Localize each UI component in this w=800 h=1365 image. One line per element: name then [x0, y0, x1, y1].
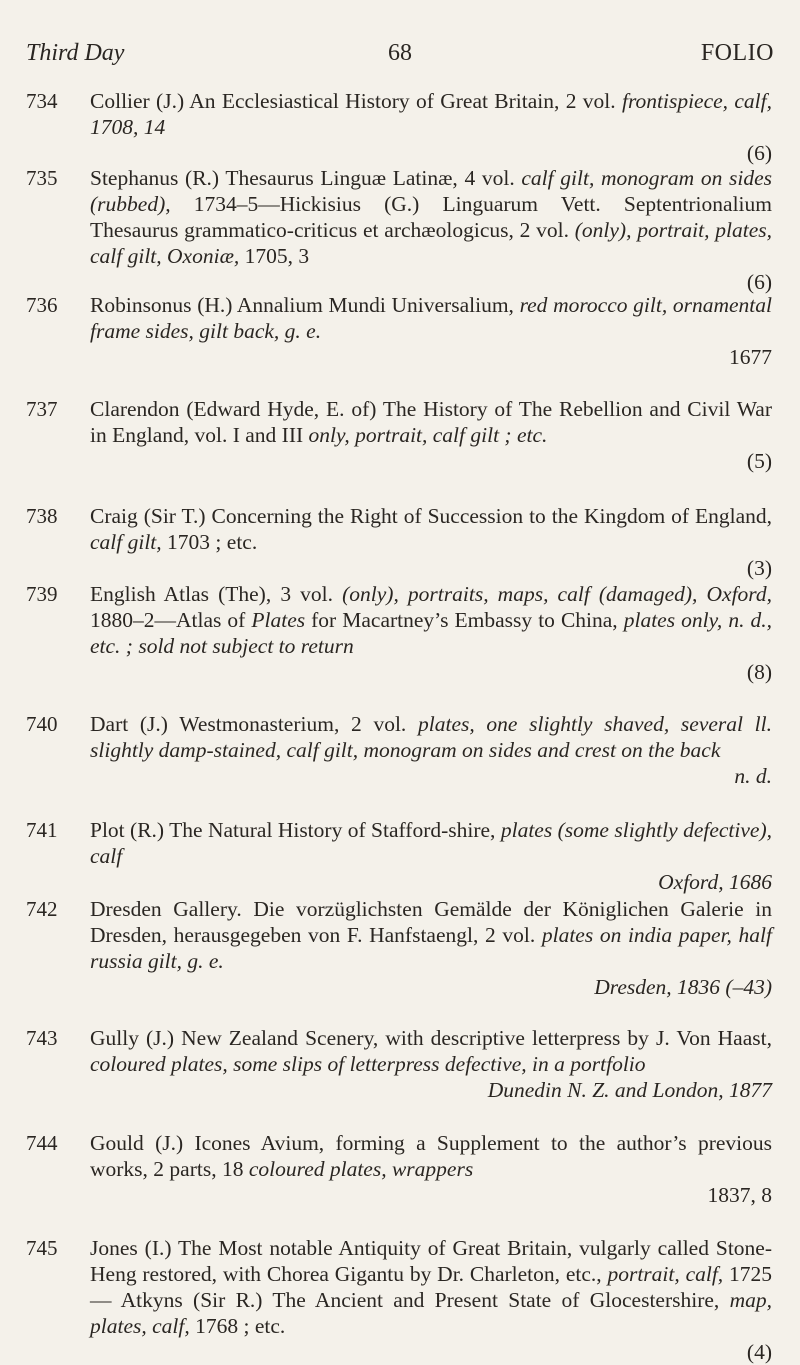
header-section: FOLIO — [700, 40, 774, 66]
lot-description — [90, 88, 772, 166]
catalogue-lot — [26, 1025, 772, 1103]
lot-number: 745 — [26, 1236, 58, 1260]
lot-number: 743 — [26, 1026, 58, 1050]
lot-number: 742 — [26, 897, 58, 921]
lot-price-or-date: (6) — [746, 270, 772, 294]
lot-text: 1768 ; etc. — [195, 1314, 286, 1338]
lot-description — [90, 503, 772, 581]
lot-text: 1734–5—Hickisius (G.) Linguarum Vett. Septentrionalium Thesaurus grammatico-criticus et archæologicus, 2 vol. — [90, 192, 772, 242]
lot-text: 1705, 3 — [244, 244, 310, 268]
lot-italic-text: map, plates, calf, — [90, 1288, 772, 1338]
lot-description — [90, 896, 772, 1000]
lot-text: Clarendon (Edward Hyde, E. of) The History of The Rebellion and Civil War in England, vol. I and III — [90, 397, 772, 447]
lot-price-or-date: (4) — [746, 1340, 772, 1364]
lot-number: 737 — [26, 397, 58, 421]
catalogue-lot — [26, 292, 772, 370]
lot-number: 738 — [26, 504, 58, 528]
lot-description — [90, 292, 772, 370]
lot-price-or-date: (8) — [746, 660, 772, 684]
lot-italic-text: coloured plates, wrappers — [248, 1157, 474, 1181]
lot-price-or-date: 1837, 8 — [707, 1183, 772, 1207]
lot-italic-text: (only), portrait, plates, calf gilt, Oxoniæ, — [90, 218, 772, 268]
lot-text: 1703 ; etc. — [167, 530, 258, 554]
lot-description — [90, 165, 772, 295]
catalogue-lot — [26, 165, 772, 295]
lot-number: 739 — [26, 582, 58, 606]
lot-text: Dresden Gallery. Die vorzüglichsten Gemälde der Königlichen Galerie in Dresden, herausgegeben von F. Hanfstaengl, 2 vol. — [90, 897, 772, 947]
lot-text: Collier (J.) An Ecclesiastical History of Great Britain, 2 vol. — [90, 89, 622, 113]
lot-number: 740 — [26, 712, 58, 736]
lot-description — [90, 1025, 772, 1103]
catalogue-lot — [26, 503, 772, 581]
lot-italic-text: only, portrait, calf gilt ; etc. — [308, 423, 548, 447]
lot-description — [90, 396, 772, 474]
lot-price-or-date: Oxford, 1686 — [658, 870, 772, 894]
lot-italic-text: calf gilt, monogram on sides (rubbed), — [90, 166, 772, 216]
lot-italic-text: frontispiece, calf, 1708, 14 — [90, 89, 772, 139]
lot-italic-text: portrait, calf, — [607, 1262, 729, 1286]
catalogue-lot — [26, 396, 772, 474]
lot-italic-text: plates only, n. d., etc. ; sold not subject to return — [90, 608, 772, 658]
lot-text: Craig (Sir T.) Concerning the Right of Succession to the Kingdom of England, — [90, 504, 772, 528]
lot-italic-text: plates on india paper, half russia gilt, g. e. — [90, 923, 772, 973]
catalogue-lot — [26, 896, 772, 1000]
lot-number: 734 — [26, 89, 58, 113]
lot-italic-text: coloured plates, some slips of letterpress defective, in a portfolio — [90, 1052, 646, 1076]
lot-price-or-date: 1677 — [729, 345, 772, 369]
header-day: Third Day — [26, 40, 125, 66]
lot-number: 735 — [26, 166, 58, 190]
catalogue-lot — [26, 1130, 772, 1208]
lot-description — [90, 1130, 772, 1208]
catalogue-lot — [26, 711, 772, 789]
lot-text: 1725— Atkyns (Sir R.) The Ancient and Present State of Glocestershire, — [90, 1262, 772, 1312]
page-number: 68 — [388, 40, 412, 66]
catalogue-lot — [26, 1235, 772, 1365]
lot-description — [90, 1235, 772, 1365]
catalogue-lot — [26, 88, 772, 166]
lot-description — [90, 581, 772, 685]
lot-text: Jones (I.) The Most notable Antiquity of Great Britain, vulgarly called Stone-Heng restored, with Chorea Gigantu by Dr. Charleton, etc., — [90, 1236, 772, 1286]
lot-text: Robinsonus (H.) Annalium Mundi Universalium, — [90, 293, 520, 317]
lot-text: Dart (J.) Westmonasterium, 2 vol. — [90, 712, 418, 736]
lot-price-or-date: n. d. — [734, 764, 772, 788]
lot-text: Gully (J.) New Zealand Scenery, with descriptive letterpress by J. Von Haast, — [90, 1026, 772, 1050]
catalogue-lot — [26, 581, 772, 685]
lot-text: Plot (R.) The Natural History of Stafford-shire, — [90, 818, 501, 842]
lot-italic-text: Plates — [251, 608, 312, 632]
lot-price-or-date: (6) — [746, 141, 772, 165]
lot-text: English Atlas (The), 3 vol. — [90, 582, 343, 606]
lot-italic-text: plates (some slightly defective), calf — [90, 818, 772, 868]
lot-number: 736 — [26, 293, 58, 317]
running-head — [26, 36, 774, 70]
lot-price-or-date: (5) — [746, 449, 772, 473]
lot-description — [90, 817, 772, 895]
lot-text: Stephanus (R.) Thesaurus Linguæ Latinæ, 4 vol. — [90, 166, 522, 190]
catalogue-lot — [26, 817, 772, 895]
lot-text: Gould (J.) Icones Avium, forming a Supplement to the author’s previous works, 2 parts, 18 — [90, 1131, 772, 1181]
lot-italic-text: plates, one slightly shaved, several ll. slightly damp-stained, calf gilt, monogram on sides and crest on the back — [90, 712, 772, 762]
lot-price-or-date: Dunedin N. Z. and London, 1877 — [487, 1078, 772, 1102]
lot-price-or-date: (3) — [746, 556, 772, 580]
lot-price-or-date: Dresden, 1836 (–43) — [594, 975, 772, 999]
lot-text: 1880–2—Atlas of — [90, 608, 252, 632]
lot-italic-text: red morocco gilt, ornamental frame sides, gilt back, g. e. — [90, 293, 772, 343]
lot-description — [90, 711, 772, 789]
lot-text: for Macartney’s Embassy to China, — [311, 608, 624, 632]
lot-italic-text: calf gilt, — [90, 530, 168, 554]
lot-number: 744 — [26, 1131, 58, 1155]
lot-number: 741 — [26, 818, 58, 842]
lot-italic-text: (only), portraits, maps, calf (damaged), Oxford, — [342, 582, 772, 606]
